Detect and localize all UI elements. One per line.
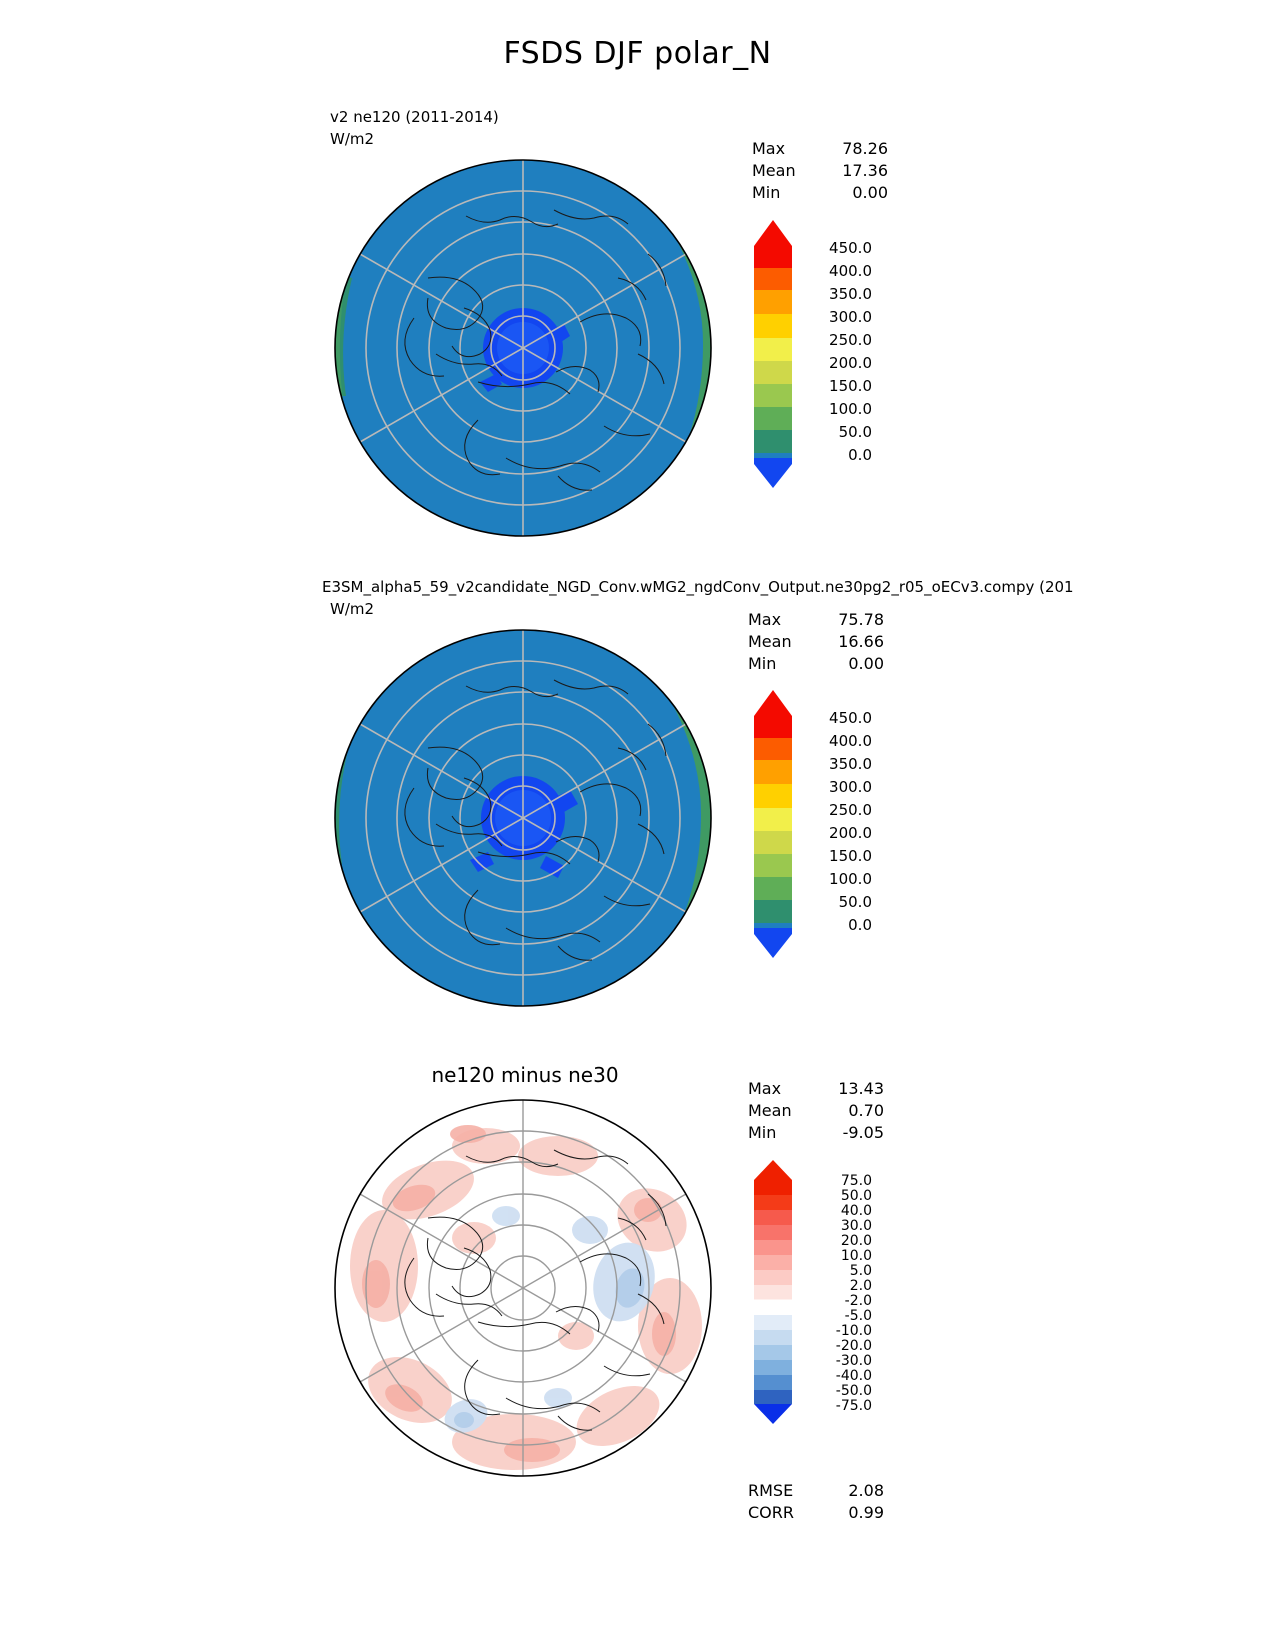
colorbar-tick: 100.0: [829, 870, 872, 888]
colorbar-tick: -30.0: [835, 1353, 872, 1369]
colorbar-tick: 10.0: [840, 1248, 872, 1264]
colorbar-tick: 150.0: [829, 847, 872, 865]
colorbar-tick: 400.0: [829, 262, 872, 280]
metric-value: 0.99: [848, 1503, 884, 1522]
colorbar-difference: [750, 1158, 900, 1426]
stat-value: 0.70: [848, 1101, 884, 1120]
colorbar-tick: 5.0: [849, 1263, 872, 1279]
polar-map-test: [318, 628, 728, 1008]
colorbar-tick: 0.0: [848, 916, 872, 934]
colorbar-tick: 50.0: [838, 423, 872, 441]
stat-value: 78.26: [842, 139, 888, 158]
stat-value: -9.05: [842, 1123, 884, 1142]
difference-metrics: [748, 1480, 884, 1524]
stat-label: Mean: [752, 161, 796, 180]
metric-value: 2.08: [848, 1481, 884, 1500]
stat-label: Mean: [748, 632, 792, 651]
colorbar-tick: 400.0: [829, 732, 872, 750]
stat-value: 75.78: [838, 610, 884, 629]
colorbar-tick: 50.0: [840, 1188, 872, 1204]
colorbar-tick: 200.0: [829, 354, 872, 372]
figure-title: FSDS DJF polar_N: [503, 36, 772, 71]
stat-label: Max: [748, 610, 782, 629]
stat-label: Min: [748, 1123, 777, 1142]
colorbar-tick: -50.0: [835, 1383, 872, 1399]
colorbar-labels-difference: [802, 1158, 882, 1426]
colorbar-test: [750, 688, 900, 960]
colorbar-tick: -75.0: [835, 1398, 872, 1414]
stat-value: 17.36: [842, 161, 888, 180]
colorbar-labels-test: [802, 688, 882, 960]
colorbar-tick: 30.0: [840, 1218, 872, 1234]
panel-units-test: W/m2: [330, 600, 375, 618]
colorbar-tick: 0.0: [848, 446, 872, 464]
colorbar-tick: 2.0: [849, 1278, 872, 1294]
stat-label: Max: [752, 139, 786, 158]
colorbar-tick: 100.0: [829, 400, 872, 418]
colorbar-tick: 300.0: [829, 308, 872, 326]
panel-title-reference: v2 ne120 (2011-2014): [330, 108, 499, 126]
stat-label: Min: [748, 654, 777, 673]
stat-value: 0.00: [848, 654, 884, 673]
colorbar-tick: 75.0: [840, 1173, 872, 1189]
colorbar-tick: 200.0: [829, 824, 872, 842]
metric-label: CORR: [748, 1503, 794, 1522]
stat-value: 16.66: [838, 632, 884, 651]
panel-units-reference: W/m2: [330, 130, 375, 148]
stat-label: Mean: [748, 1101, 792, 1120]
colorbar-tick: 250.0: [829, 801, 872, 819]
panel-title-difference: ne120 minus ne30: [431, 1063, 619, 1087]
colorbar-tick: -2.0: [844, 1293, 872, 1309]
colorbar-tick: 350.0: [829, 755, 872, 773]
panel-stats-difference: [748, 1078, 884, 1144]
stat-value: 13.43: [838, 1079, 884, 1098]
panel-stats-test: [748, 609, 884, 675]
colorbar-tick: -40.0: [835, 1368, 872, 1384]
stat-label: Min: [752, 183, 781, 202]
colorbar-tick: -5.0: [844, 1308, 872, 1324]
colorbar-tick: 150.0: [829, 377, 872, 395]
colorbar-tick: 250.0: [829, 331, 872, 349]
metric-label: RMSE: [748, 1481, 794, 1500]
colorbar-tick: -10.0: [835, 1323, 872, 1339]
colorbar-tick: 300.0: [829, 778, 872, 796]
colorbar-tick: 450.0: [829, 239, 872, 257]
stat-label: Max: [748, 1079, 782, 1098]
stat-value: 0.00: [852, 183, 888, 202]
panel-title-test: E3SM_alpha5_59_v2candidate_NGD_Conv.wMG2_ngdConv_Output.ne30pg2_r05_oECv3.compy (201: [322, 578, 1074, 596]
colorbar-tick: 450.0: [829, 709, 872, 727]
polar-map-difference: [318, 1098, 728, 1478]
colorbar-tick: 50.0: [838, 893, 872, 911]
colorbar-tick: 20.0: [840, 1233, 872, 1249]
colorbar-tick: -20.0: [835, 1338, 872, 1354]
colorbar-tick: 350.0: [829, 285, 872, 303]
colorbar-tick: 40.0: [840, 1203, 872, 1219]
